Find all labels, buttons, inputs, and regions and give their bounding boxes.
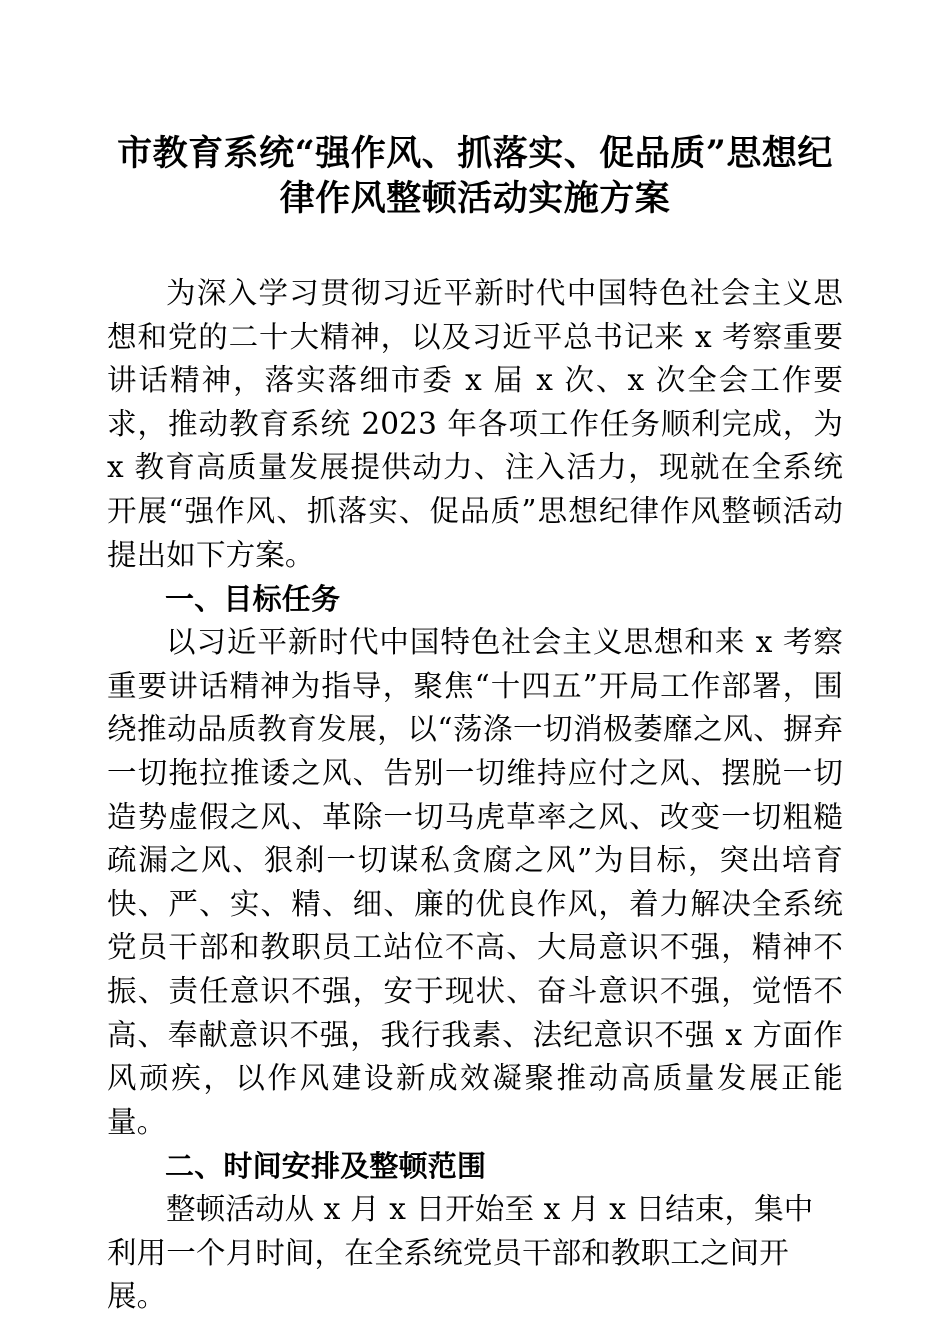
preamble-paragraph: 为深入学习贯彻习近平新时代中国特色社会主义思想和党的二十大精神，以及习近平总书记来 x 考察重要讲话精神，落实落细市委 x 届 x 次、x 次全会工作要求，推动教育系统 2023 年各项工作任务顺利完成，为 x 教育高质量发展提供动力、注入活力，现就在全系统开展“强作风、抓落实、促品质”思想纪律作风整顿活动提出如下方案。 xyxy=(107,276,843,572)
section-1-paragraph: 以习近平新时代中国特色社会主义思想和来 x 考察重要讲话精神为指导，聚焦“十四五”开局工作部署，围绕推动品质教育发展，以“荡涤一切消极萎靡之风、摒弃一切拖拉推诿之风、告别一切维持应付之风、摆脱一切造势虚假之风、革除一切马虎草率之风、改变一切粗糙疏漏之风、狠刹一切谋私贪腐之风”为目标，突出培育快、严、实、精、细、廉的优良作风，着力解决全系统党员干部和教职员工站位不高、大局意识不强，精神不振、责任意识不强，安于现状、奋斗意识不强，觉悟不高、奉献意识不强，我行我素、法纪意识不强 x 方面作风顽疾，以作风建设新成效凝聚推动高质量发展正能量。 xyxy=(107,625,843,1139)
section-heading-2: 二、时间安排及整顿范围 xyxy=(165,1149,487,1184)
section-2-paragraph: 整顿活动从 x 月 x 日开始至 x 月 x 日结束，集中利用一个月时间，在全系统党员干部和教职工之间开展。 xyxy=(107,1192,814,1314)
document-content-column xyxy=(107,131,843,1319)
section-heading-1: 一、目标任务 xyxy=(165,582,341,617)
title-body-spacer xyxy=(107,221,843,272)
document-title: 市教育系统“强作风、抓落实、促品质”思想纪律作风整顿活动实施方案 xyxy=(117,133,833,219)
